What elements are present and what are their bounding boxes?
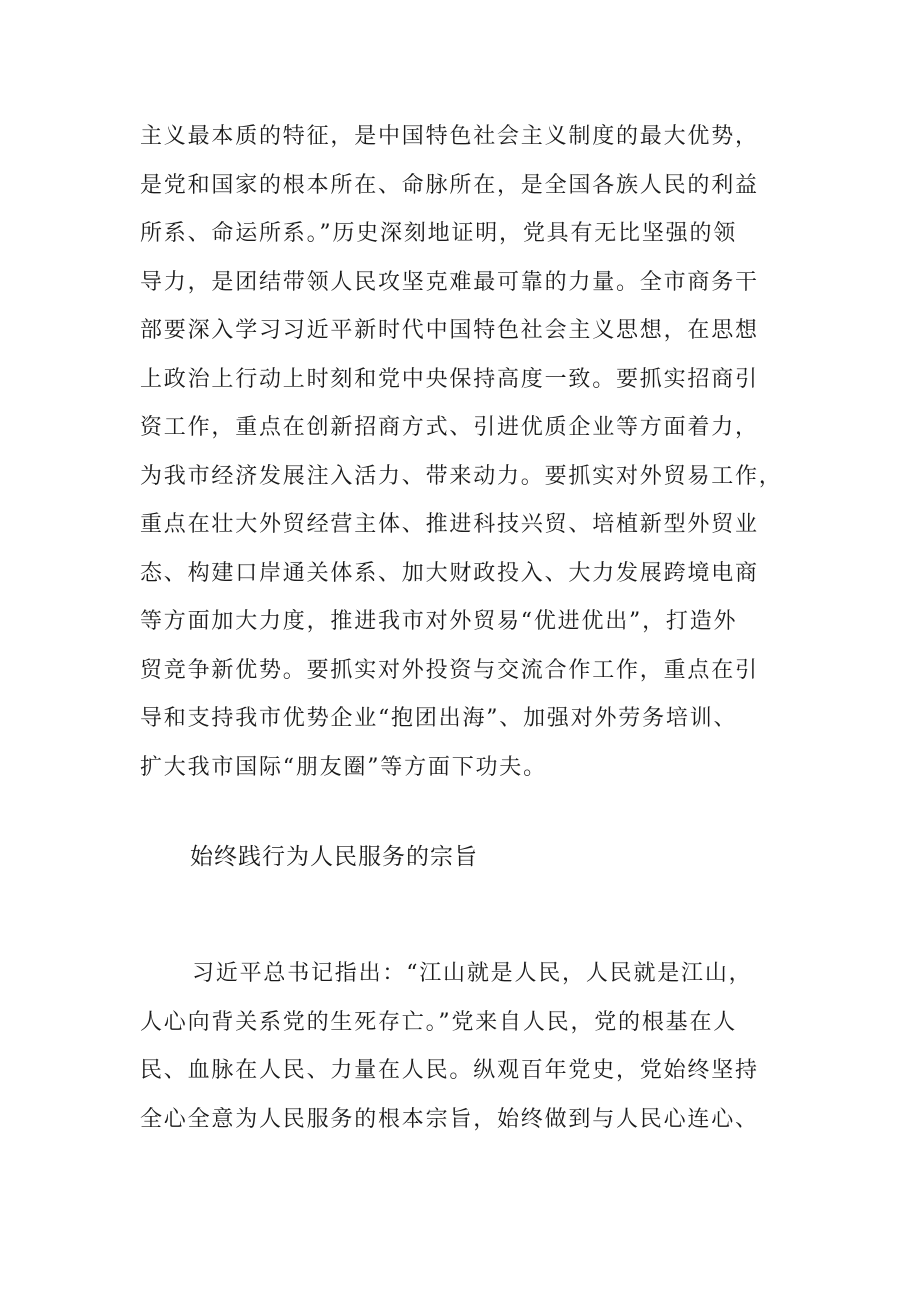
text-line: 态、构建口岸通关体系、加大财政投入、大力发展跨境电商 bbox=[140, 560, 759, 586]
text-line: 等方面加大力度，推进我市对外贸易“优进优出”，打造外 bbox=[140, 609, 738, 634]
section-heading: 始终践行为人民服务的宗旨 bbox=[190, 844, 478, 870]
text-line: 全心全意为人民服务的根本宗旨，始终做到与人民心连心、 bbox=[140, 1106, 759, 1132]
text-line: 上政治上行动上时刻和党中央保持高度一致。要抓实招商引 bbox=[140, 366, 759, 392]
text-line: 习近平总书记指出：“江山就是人民，人民就是江山， bbox=[192, 961, 753, 986]
text-line: 为我市经济发展注入活力、带来动力。要抓实对外贸易工作， bbox=[140, 463, 783, 489]
text-line: 贸竞争新优势。要抓实对外投资与交流合作工作，重点在引 bbox=[140, 657, 759, 683]
text-line: 重点在壮大外贸经营主体、推进科技兴贸、培植新型外贸业 bbox=[140, 512, 759, 537]
text-line: 扩大我市国际“朋友圈”等方面下功夫。 bbox=[140, 754, 547, 780]
text-line: 资工作，重点在创新招商方式、引进优质企业等方面着力， bbox=[140, 415, 759, 440]
paragraph-serve-people bbox=[140, 950, 820, 1144]
text-line: 部要深入学习习近平新时代中国特色社会主义思想，在思想 bbox=[140, 318, 759, 343]
paragraph-party-leadership bbox=[140, 113, 820, 792]
text-line: 主义最本质的特征，是中国特色社会主义制度的最大优势， bbox=[140, 124, 759, 149]
text-line: 是党和国家的根本所在、命脉所在，是全国各族人民的利益 bbox=[140, 172, 759, 198]
text-line: 导力，是团结带领人民攻坚克难最可靠的力量。全市商务干 bbox=[140, 269, 759, 295]
text-line: 所系、命运所系。”历史深刻地证明，党具有无比坚强的领 bbox=[140, 221, 738, 246]
text-line: 民、血脉在人民、力量在人民。纵观百年党史，党始终坚持 bbox=[140, 1058, 759, 1083]
text-line: 导和支持我市优势企业“抱团出海”、加强对外劳务培训、 bbox=[140, 706, 738, 731]
text-line: 人心向背关系党的生死存亡。”党来自人民，党的根基在人 bbox=[140, 1009, 738, 1035]
